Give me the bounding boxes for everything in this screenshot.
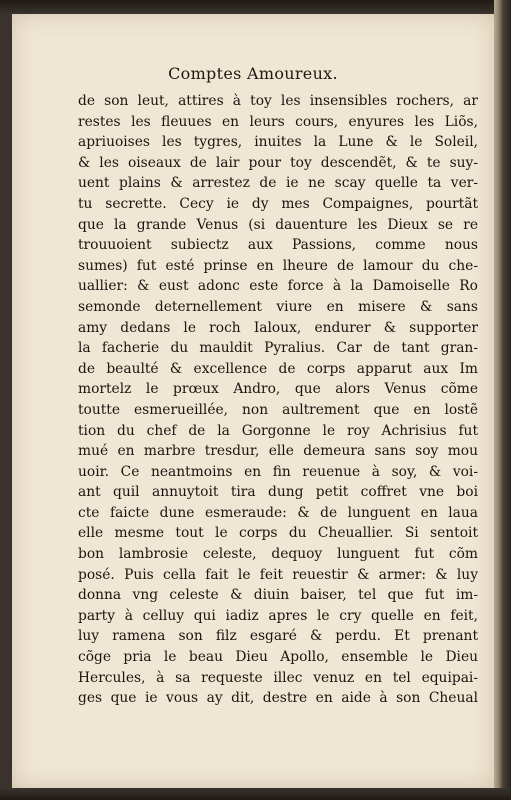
text-line: cõge pria le beau Dieu Apollo, ensemble le Dieu <box>78 649 478 666</box>
text-line: semonde deternellement viure en misere & sans <box>78 298 478 315</box>
text-line: de beaulté & excellence de corps apparut aux Im <box>78 360 478 377</box>
text-line: uallier: & eust adonc este force à la Damoiselle Ro <box>78 278 478 295</box>
text-line: ant quil annuytoit tira dung petit coffret vne boi <box>78 484 478 501</box>
text-line: party à celluy qui iadiz apres le cry quelle en feit, <box>78 607 478 624</box>
text-line: mortelz le prœux Andro, que alors Venus cõme <box>78 381 478 398</box>
text-line: sumes) fut esté prinse en lheure de lamour du che- <box>78 257 478 274</box>
scan-bottom-edge <box>0 788 511 800</box>
text-line: uoir. Ce neantmoins en fin reuenue à soy, & voi- <box>78 463 478 480</box>
text-line: mué en marbre tresdur, elle demeura sans soy mou <box>78 443 478 460</box>
text-line: Hercules, à sa requeste illec venuz en tel equipai- <box>78 669 478 686</box>
text-line: luy ramena son filz esgaré & perdu. Et prenant <box>78 628 478 645</box>
text-line: uent plains & arrestez de ie ne scay quelle ta ver- <box>78 175 478 192</box>
text-line: la facherie du mauldit Pyralius. Car de tant gran- <box>78 340 478 357</box>
book-page <box>12 14 494 788</box>
text-line: ges que ie vous ay dit, destre en aide à son Cheual <box>78 690 478 707</box>
scan-top-edge <box>0 0 511 14</box>
text-line: bon lambrosie celeste, dequoy lunguent fut cõm <box>78 546 478 563</box>
text-line: elle mesme tout le corps du Cheuallier. Si sentoit <box>78 525 478 542</box>
text-line: amy dedans le roch Ialoux, endurer & supporter <box>78 319 478 336</box>
text-line: tu secrette. Cecy ie dy mes Compaignes, pourtãt <box>78 195 478 212</box>
body-text <box>78 91 478 709</box>
text-line: donna vng celeste & diuin baiser, tel que fut im- <box>78 587 478 604</box>
text-line: de son leut, attires à toy les insensibles rochers, ar <box>78 93 478 109</box>
text-line: tion du chef de la Gorgonne le roy Achrisius fut <box>78 422 478 439</box>
text-line: posé. Puis cella fait le feit reuestir & armer: & luy <box>78 566 478 583</box>
running-head: Comptes Amoureux. <box>168 64 338 83</box>
text-line: apriuoises les tygres, inuites la Lune & le Soleil, <box>78 134 478 151</box>
text-line: restes les fleuues en leurs cours, enyures les Liõs, <box>78 113 478 130</box>
text-line: que la grande Venus (si dauenture les Dieux se re <box>78 216 478 233</box>
text-line: toutte esmerueillée, non aultrement que en lostẽ <box>78 401 478 418</box>
text-line: & les oiseaux de lair pour toy descendẽt, & te suy- <box>78 154 478 171</box>
page-edge-gutter <box>494 0 511 800</box>
text-line: cte faicte dune esmeraude: & de lunguent en laua <box>78 504 478 521</box>
text-line: trouuoient subiectz aux Passions, comme nous <box>78 237 478 254</box>
